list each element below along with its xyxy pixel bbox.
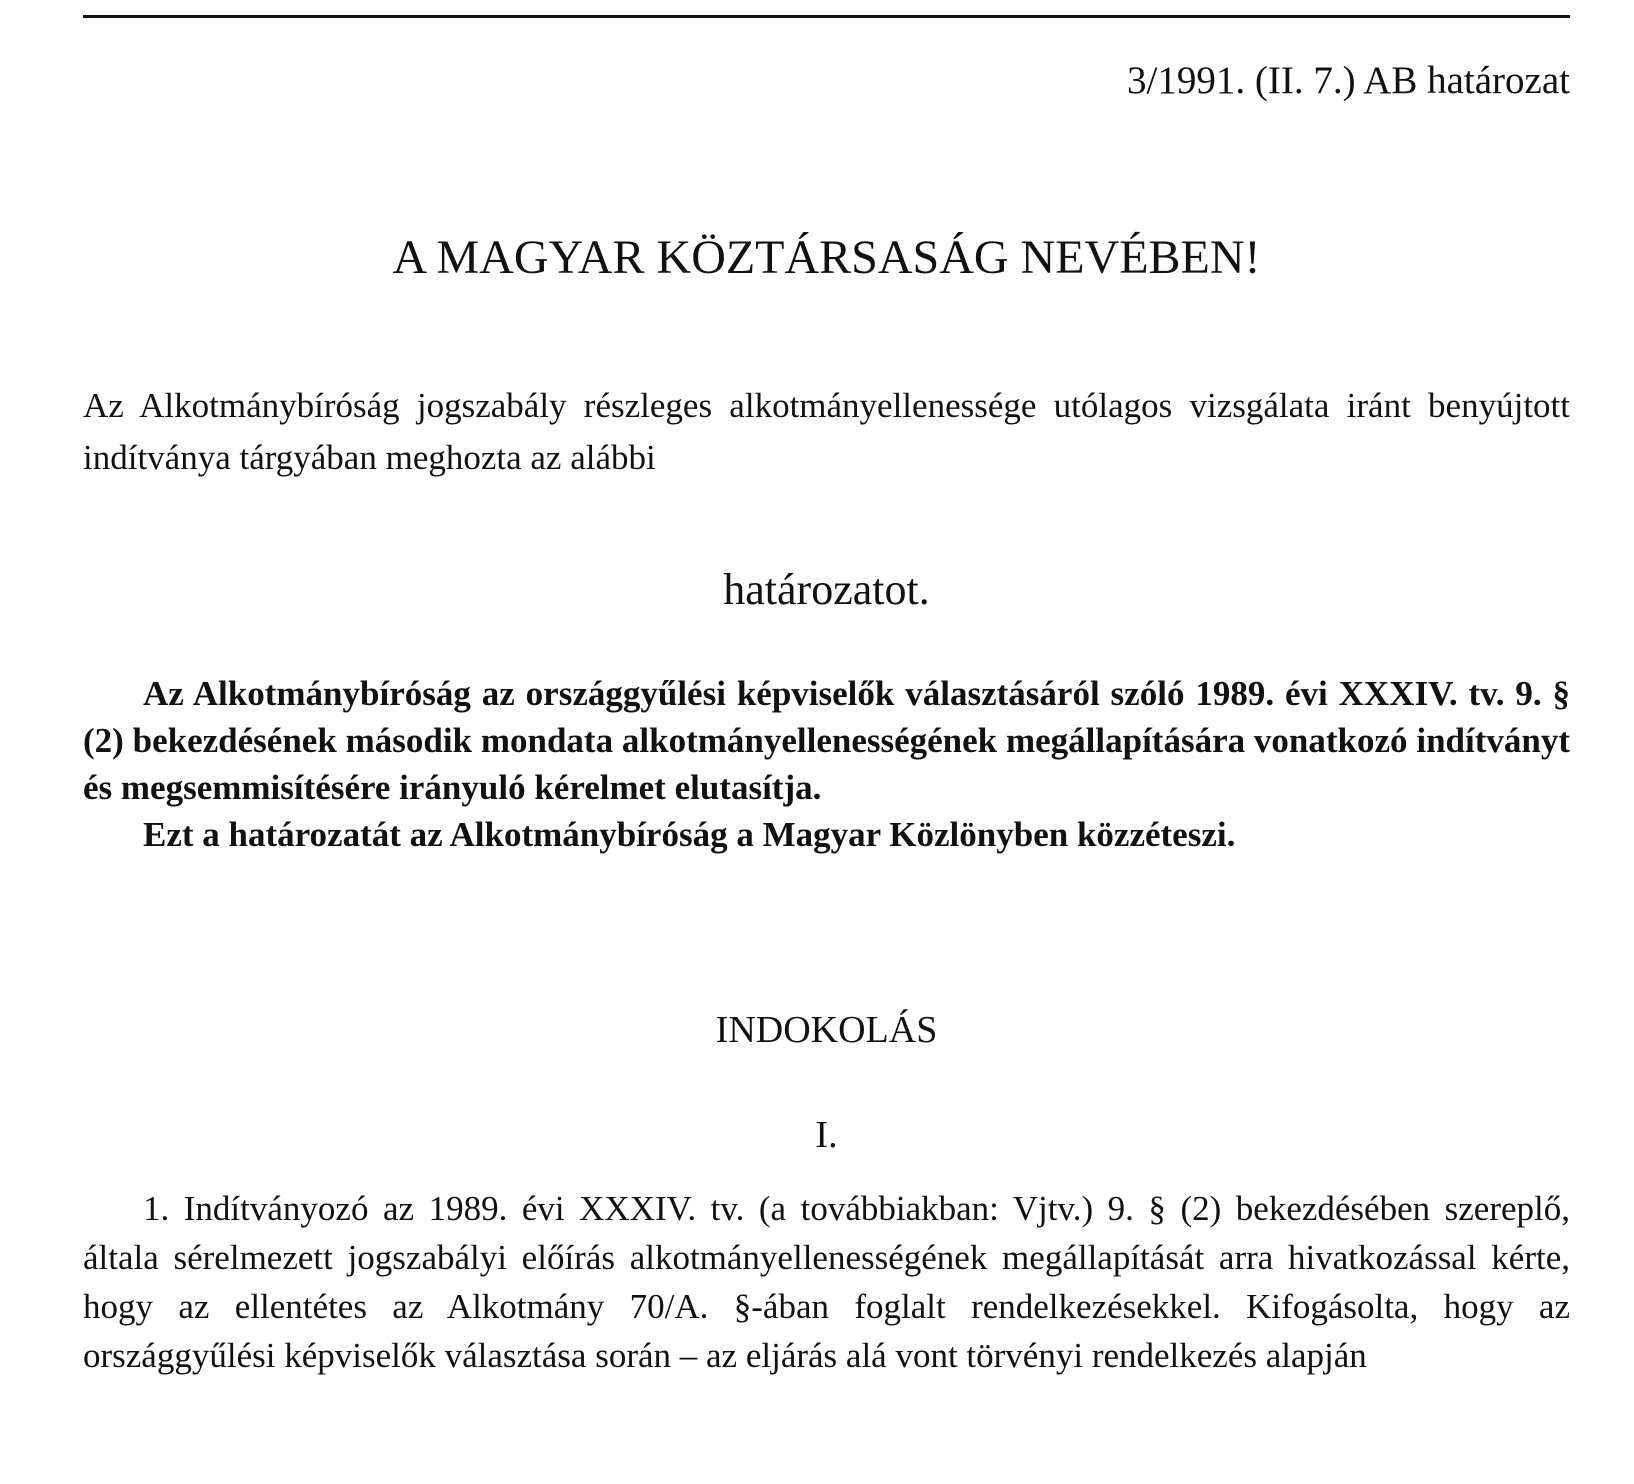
document-reference: 3/1991. (II. 7.) AB határozat — [1127, 59, 1570, 102]
reasoning-paragraph-1: 1. Indítványozó az 1989. évi XXXIV. tv. (a továbbiakban: Vjtv.) 9. § (2) bekezdésében szereplő, általa sérelmezett jogszabályi előírás alkotmányellenességének megállapítását arra hivatkozással kérte, hogy az ellentétes az Alkotmány 70/A. §-ában foglalt rendelkezésekkel. Kifogásolta, hogy az országgyűlési képviselők választása során – az eljárás alá vont törvényi rendelkezés alapján — [83, 1189, 1570, 1375]
operative-part — [83, 670, 1570, 858]
operative-paragraph-1: Az Alkotmánybíróság az országgyűlési képviselők választásáról szóló 1989. évi XXXIV. tv. 9. § (2) bekezdésének második mondata alkotmányellenességének megállapítására vonatkozó indítványt és megsemmisítésére irányuló kérelmet elutasítja. — [83, 674, 1570, 807]
decision-heading: határozatot. — [723, 565, 930, 614]
reasoning-heading: INDOKOLÁS — [715, 1009, 938, 1051]
document-page — [83, 0, 1570, 1484]
intro-paragraph: Az Alkotmánybíróság jogszabály részleges alkotmányellenessége utólagos vizsgálata iránt benyújtott indítványa tárgyában meghozta az alábbi — [83, 386, 1570, 477]
document-title: A MAGYAR KÖZTÁRSASÁG NEVÉBEN! — [392, 231, 1261, 284]
operative-paragraph-2: Ezt a határozatát az Alkotmánybíróság a Magyar Közlönyben közzéteszi. — [143, 815, 1236, 854]
section-number: I. — [815, 1114, 838, 1156]
top-rule — [83, 15, 1570, 18]
reasoning-body — [83, 1184, 1570, 1380]
